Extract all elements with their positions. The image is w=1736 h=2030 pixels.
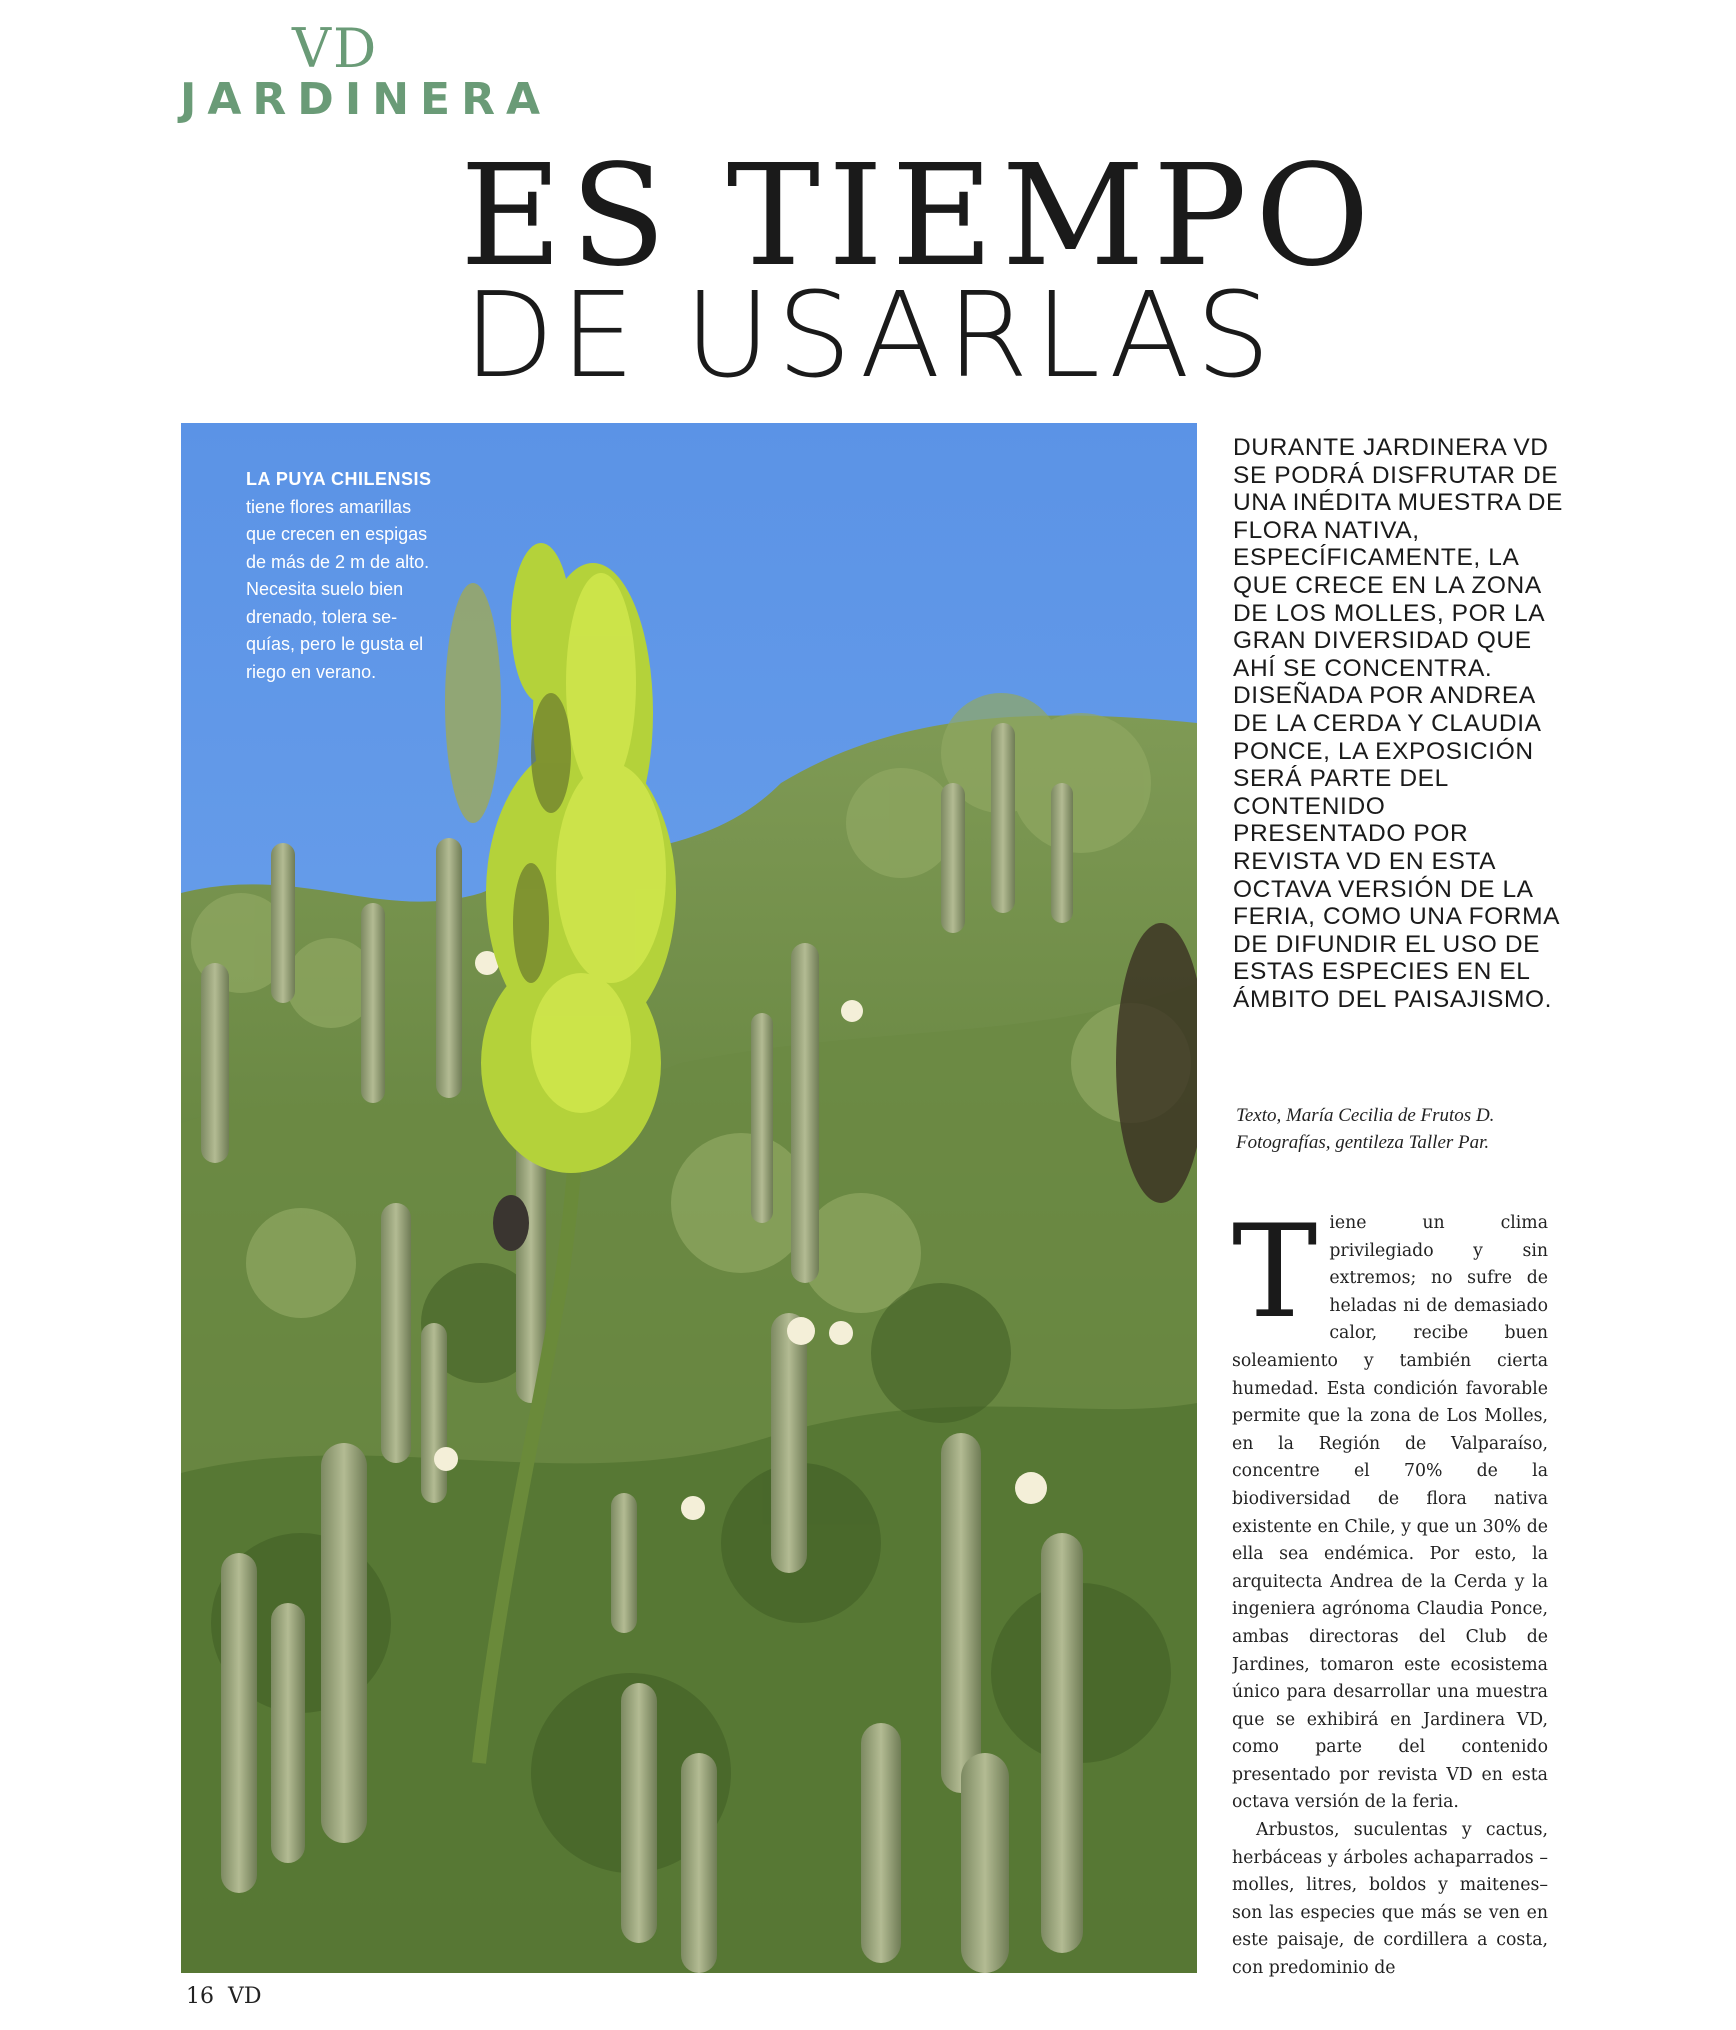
headline-line-1: ES TIEMPO (460, 135, 1378, 298)
page-number: 16 (186, 1984, 214, 2009)
headline-line-2: DE USARLAS (463, 266, 1277, 404)
drop-cap: T (1232, 1210, 1318, 1347)
article-paragraph-1 (1232, 1210, 1548, 1817)
caption-line: quías, pero le gusta el (246, 634, 424, 654)
article-paragraph-2: Arbustos, suculentas y cactus, herbáceas y árboles achaparrados –molles, litres, boldos y maitenes– son las especies que más se ven en este paisaje, de cordillera a costa, con predominio de (1232, 1820, 1548, 1978)
credits (1236, 1102, 1566, 1156)
caption-line: drenado, tolera se- (246, 606, 398, 627)
section-brand (180, 17, 552, 126)
caption-title: LA PUYA CHILENSIS (246, 469, 432, 489)
credit-photos: Fotografías, gentileza Taller Par. (1236, 1132, 1490, 1153)
caption-line: riego en verano. (246, 661, 377, 682)
credit-text: Texto, María Cecilia de Frutos D. (1236, 1105, 1495, 1126)
caption-line: tiene flores amarillas (246, 496, 412, 517)
brand-section-name: JARDINERA (180, 74, 552, 125)
brand-vd: VD (292, 17, 379, 80)
caption-line: de más de 2 m de alto. (246, 551, 430, 572)
caption-line: que crecen en espigas (246, 524, 428, 544)
folio-magazine: VD (228, 1984, 262, 2009)
article-body (1232, 1210, 1548, 1978)
folio (186, 1984, 262, 2009)
article-paragraph-1-text: iene un clima privilegiado y sin extremos; no sufre de heladas ni de demasiado calor, recibe buen soleamiento y también cierta humedad. Esta condición favorable permite que la zona de Los Molles, en la Región de Valparaíso, concentre el 70% de la biodiversidad de flora nativa existente en Chile, y que un 30% de ella sea endémica. Por esto, la arquitecta Andrea de la Cerda y la ingeniera agrónoma Claudia Ponce, ambas directoras del Club de Jardines, tomaron este ecosistema único para desarrollar una muestra que se exhibirá en Jardinera VD, como parte del contenido presentado por revista VD en esta octava versión de la feria. (1232, 1213, 1548, 1813)
caption-line: Necesita suelo bien (246, 579, 404, 599)
lead-paragraph: DURANTE JARDINERA VD SE PODRÁ DISFRUTAR DE UNA INÉDITA MUESTRA DE FLORA NATIVA, ESPECÍFICAMENTE, LA QUE CRECE EN LA ZONA DE LOS MOLLES, POR LA GRAN DIVERSIDAD QUE AHÍ SE CONCENTRA. DISEÑADA POR ANDREA DE LA CERDA Y CLAUDIA PONCE, LA EXPOSICIÓN SERÁ PARTE DEL CONTENIDO PRESENTADO POR REVISTA VD EN ESTA OCTAVA VERSIÓN DE LA FERIA, COMO UNA FORMA DE DIFUNDIR EL USO DE ESTAS ESPECIES EN EL ÁMBITO DEL PAISAJISMO. (1233, 434, 1563, 1013)
photo-caption (246, 466, 486, 686)
